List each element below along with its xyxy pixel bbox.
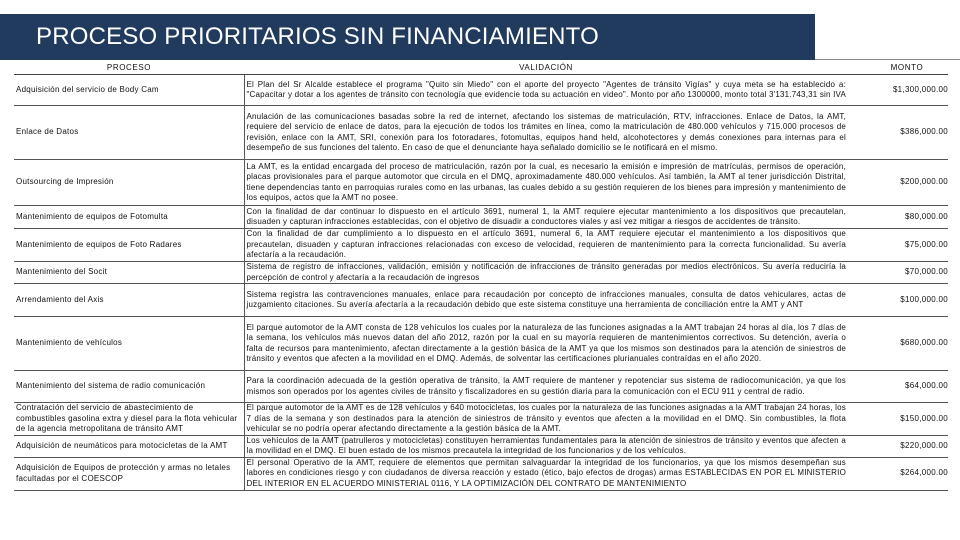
table-row: [14, 284, 948, 317]
process-cell: Adquisición de Equipos de protección y armas no letales facultadas por el COESCOP: [14, 457, 244, 490]
table-header-row: [14, 63, 948, 75]
process-cell: Arrendamiento del Axis: [14, 284, 244, 317]
amount-cell: $150,000.00: [848, 403, 948, 436]
process-cell: Mantenimiento de equipos de Foto Radares: [14, 229, 244, 262]
column-header-monto: MONTO: [848, 63, 948, 75]
process-cell: Contratación del servicio de abastecimiento de combustibles gasolina extra y diesel para la flota vehicular de la agencia metropolitana de tránsito AMT: [14, 403, 244, 436]
header-divider: [815, 59, 960, 60]
table-row: [14, 435, 948, 457]
table-row: [14, 457, 948, 490]
amount-cell: $100,000.00: [848, 284, 948, 317]
amount-cell: $264,000.00: [848, 457, 948, 490]
validation-cell: Sistema registra las contravenciones manuales, enlace para recaudación por concepto de infracciones manuales, consulta de datos vehiculares, actas de juzgamiento citaciones. Su avería afectaría a la recaudación debido que este sistema constituye una herramienta de conciliación entre la AMT y ANT: [244, 284, 848, 317]
amount-cell: $1,300,000.00: [848, 75, 948, 106]
process-cell: Mantenimiento de equipos de Fotomulta: [14, 206, 244, 229]
table-row: [14, 371, 948, 403]
validation-cell: El personal Operativo de la AMT, requiere de elementos que permitan salvaguardar la integridad de los funcionarios, ya que los mismos desempeñan sus labores en condiciones riesgo y con ciudadanos de diversa reacción y estado (ético, bajo efectos de drogas) armas ESTABLECIDAS EN POR EL MINISTERIO DEL INTERIOR EN EL ACUERDO MINISTERIAL 0116, Y LA OPTIMIZACIÓN DEL CONTRATO DE MANTENIMIENTO: [244, 457, 848, 490]
process-cell: Adquisición de neumáticos para motocicletas de la AMT: [14, 435, 244, 457]
validation-cell: La AMT, es la entidad encargada del proceso de matriculación, razón por la cual, es necesario la emisión e impresión de matrículas, permisos de operación, placas provisionales para el parque automotor que circula en el DMQ, aproximadamente 480.000 vehículos. Así también, la AMT al tener jurisdicción Distrital, tiene dependencias tanto en parroquias rurales como en las urbanas, las cuales debido a su gestión requieren de los bienes para impresión y mantenimiento de los equipos, actos que la AMT no posee.: [244, 160, 848, 206]
validation-cell: Sistema de registro de infracciones, validación, emisión y notificación de infracciones de tránsito generadas por medios electrónicos. Su avería reduciría la percepción de control y afectaría a la recaudación de ingresos: [244, 262, 848, 284]
table-row: [14, 403, 948, 436]
amount-cell: $680,000.00: [848, 317, 948, 371]
validation-cell: Con la finalidad de dar cumplimiento a lo dispuesto en el artículo 3691, numeral 6, la AMT requiere ejecutar el mantenimiento a los dispositivos que precautelan, disuaden y capturan infracciones relacionadas con exceso de velocidad, requieren de mantenimiento para la correcta funcionalidad. Su avería afectaría a la recaudación.: [244, 229, 848, 262]
title-banner: [0, 14, 815, 60]
amount-cell: $200,000.00: [848, 160, 948, 206]
table-body: [14, 75, 948, 491]
amount-cell: $220,000.00: [848, 435, 948, 457]
process-cell: Mantenimiento del sistema de radio comunicación: [14, 371, 244, 403]
column-header-validacion: VALIDACIÓN: [244, 63, 848, 75]
amount-cell: $70,000.00: [848, 262, 948, 284]
process-cell: Outsourcing de Impresión: [14, 160, 244, 206]
validation-cell: Para la coordinación adecuada de la gestión operativa de tránsito, la AMT requiere de mantener y repotenciar sus sistema de radiocomunicación, ya que los mismos son operados por los agentes civiles de tránsito y fiscalizadores en su gestión diaria para la comunicación con el ECU 911 y central de radio.: [244, 371, 848, 403]
validation-cell: Anulación de las comunicaciones basadas sobre la red de internet, afectando los sistemas de matriculación, RTV, infracciones. Enlace de Datos, la AMT, requiere del servicio de enlace de datos, para la ejecución de todos los trámites en línea, como la matriculación de 480.000 vehículos y 715.000 procesos de revisión, enlace con la AMT, SRI, conexión para los fotoradares, fotomultas, equipos hand held, alcohotectores y demás conexiones para internas para el desempeño de sus funciones del talento. En caso de que el denunciante haya señalado domicilio se le notificará en el mismo.: [244, 106, 848, 160]
amount-cell: $386,000.00: [848, 106, 948, 160]
validation-cell: Con la finalidad de dar continuar lo dispuesto en el artículo 3691, numeral 1, la AMT requiere ejecutar mantenimiento a los dispositivos que precautelan, disuaden y capturan infracciones establecidas, con el objetivo de disuadir a conductores viales y así vez mitigar a riesgos de accidentes de tránsito.: [244, 206, 848, 229]
validation-cell: El parque automotor de la AMT es de 128 vehículos y 640 motocicletas, los cuales por la naturaleza de las funciones asignadas a la AMT trabajan 24 horas, los 7 días de la semana y son destinados para la atención de siniestros de tránsito y eventos que afecten a la movilidad en el DMQ. Sin combustibles, la flota vehicular se no podría operar afectando directamente a la gestión básica de la AMT.: [244, 403, 848, 436]
process-cell: Mantenimiento del Socit: [14, 262, 244, 284]
table-row: [14, 160, 948, 206]
table-row: [14, 206, 948, 229]
process-cell: Enlace de Datos: [14, 106, 244, 160]
table-row: [14, 317, 948, 371]
amount-cell: $64,000.00: [848, 371, 948, 403]
process-cell: Mantenimiento de vehículos: [14, 317, 244, 371]
table-row: [14, 229, 948, 262]
process-cell: Adquisición del servicio de Body Cam: [14, 75, 244, 106]
table-row: [14, 75, 948, 106]
column-header-proceso: PROCESO: [14, 63, 244, 75]
table-row: [14, 106, 948, 160]
validation-cell: El parque automotor de la AMT consta de 128 vehículos los cuales por la naturaleza de las funciones asignadas a la AMT trabajan 24 horas al día, los 7 días de la semana, los vehículos más nuevos datan del año 2012, razón por la cual en su mayoría requieren de mantenimientos correctivos. Su detención, avería o falta de recursos para mantenimiento, afectan directamente a la gestión básica de la AMT ya que los mismos son destinados para la atención de siniestros de tránsito y eventos que afecten a la movilidad en el DMQ. Además, de solventar las certificaciones plurianuales contraídas en el año 2020.: [244, 317, 848, 371]
validation-cell: El Plan del Sr Alcalde establece el programa "Quito sin Miedo" con el aporte del proyecto "Agentes de tránsito Vigías" y cuya meta se ha establecido a: "Capacitar y dotar a los agentes de tránsito con tecnología que evidencie toda su actuación en video". Monto por año 1300000, monto total 3'131.743,31 sin IVA: [244, 75, 848, 106]
page-title: PROCESO PRIORITARIOS SIN FINANCIAMIENTO: [36, 23, 599, 50]
amount-cell: $80,000.00: [848, 206, 948, 229]
table-row: [14, 262, 948, 284]
amount-cell: $75,000.00: [848, 229, 948, 262]
validation-cell: Los vehículos de la AMT (patrulleros y motocicletas) constituyen herramientas fundamentales para la atención de siniestros de tránsito y eventos que afecten a la movilidad en el DMQ. El buen estado de los mismos precautela la integridad de los funcionarios y de los vehículos.: [244, 435, 848, 457]
priority-processes-table: [14, 63, 948, 491]
